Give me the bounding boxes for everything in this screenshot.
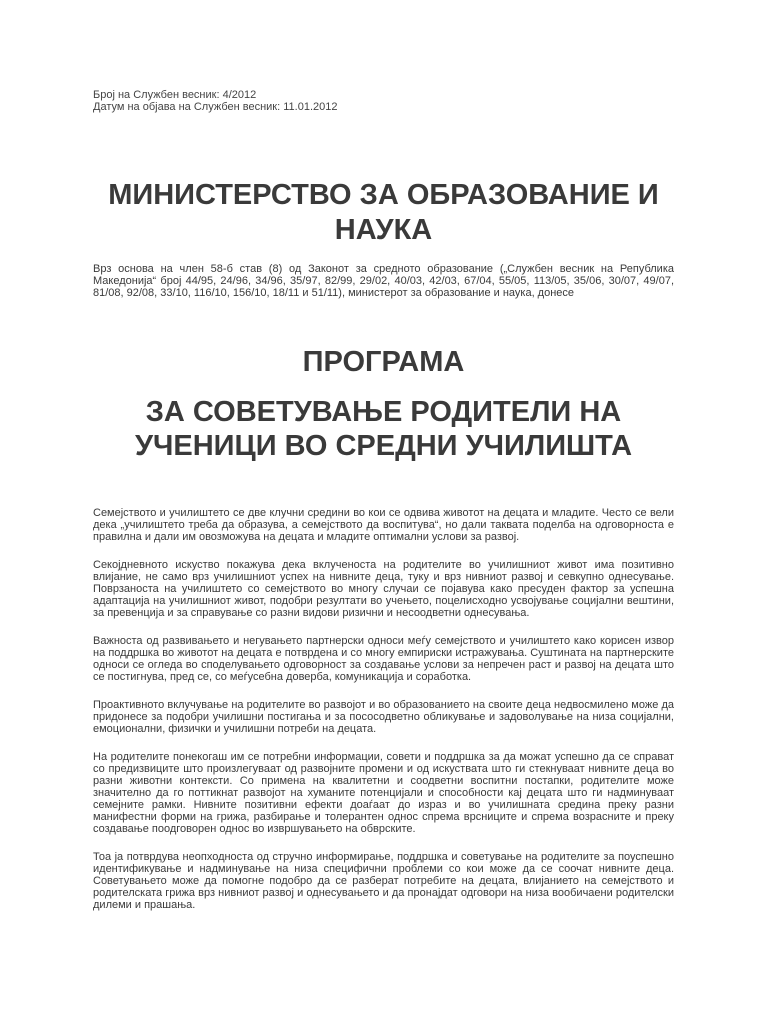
paragraph: Важноста од развивањето и негувањето партнерски односи меѓу семејството и училиштето како корисен извор на поддршка во животот на децата е потврдена и со многу емпириски истражувања. Суштината на партнерските односи се огледа во споделувањето одговорност за создавање услови за непречен раст и развој на децата што се постигнува, пред се, со меѓусебна доверба, комуникација и соработка.	[93, 635, 674, 683]
body-text	[93, 507, 674, 927]
publish-date: Датум на објава на Службен весник: 11.01.2012	[93, 101, 338, 113]
paragraph: Проактивното вклучување на родителите во развојот и во образованието на своите деца недвосмилено може да придонесе за подобри училишни постигања и за пососодветно обликување и задоволување на низа социјални, емоционални, физички и училишни потреби на децата.	[93, 699, 674, 735]
issue-number: Број на Службен весник: 4/2012	[93, 89, 257, 101]
ministry-title: МИНИСТЕРСТВО ЗА ОБРАЗОВАНИЕ И НАУКА	[108, 179, 659, 246]
legal-basis-text: Врз основа на член 58-б став (8) од Законот за средното образование („Службен весник на Република Македонија“ број 44/95, 24/96, 34/96, 35/97, 82/99, 29/02, 40/03, 42/03, 67/04, 55/05, 113/05, 35/06, 30/07, 49/07, 81/08, 92/08, 33/10, 116/10, 156/10, 18/11 и 51/11), министерот за образование и наука, донесе	[93, 263, 674, 299]
paragraph: Семејството и училиштето се две клучни средини во кои се одвива животот на децата и младите. Често се вели дека „училиштето треба да образува, а семејството да воспитува“, но дали таквата поделба на одговорноста е правилна и дали им овозможува на децата и младите оптимални услови за развој.	[93, 507, 674, 543]
paragraph: Тоа ја потврдува неопходноста од стручно информирање, поддршка и советување на родителите за поуспешно идентификување и надминување на низа специфични проблеми со кои може да се соочат нивните деца. Советувањето може да помогне подобро да се разберат потребите на децата, влијанието на семејството и родителската грижа врз нивниот развој и однесувањето и да пронајдат одговори на низа вообичаени родителски дилеми и прашања.	[93, 851, 674, 911]
paragraph: На родителите понекогаш им се потребни информации, совети и поддршка за да можат успешно да се справат со предизвиците што произлегуваат од развојните промени и од искуствата што ги стекнуваат нивните деца во разни животни контексти. Со примена на квалитетни и соодветни воспитни постапки, родителите може значително да го поттикнат развојот на хуманите потенцијали и способности кај децата што ги надминуваат семејните рамки. Нивните позитивни ефекти доаѓаат до израз и во училишната средина преку разни манифестни форми на грижа, разбирање и толерантен однос спрема врсниците и спрема возрасните и преку создавање поодговорен однос во извршувањето на обврските.	[93, 751, 674, 835]
paragraph: Секојдневното искуство покажува дека вклученоста на родителите во училишниот живот има позитивно влијание, не само врз училишниот успех на нивните деца, туку и врз нивниот развој и севкупно однесување. Поврзаноста на училиштето со семејството во многу случаи се појавува како пресуден фактор за успешна адаптација на училишниот живот, подобри резултати во учењето, поцелисходно усвојување социјални вештини, за превенција и за справување со разни видови ризични и несоодветни однесувања.	[93, 559, 674, 619]
publication-meta	[93, 89, 337, 113]
program-title: ПРОГРАМА	[302, 346, 465, 378]
program-subtitle: ЗА СОВЕТУВАЊЕ РОДИТЕЛИ НА УЧЕНИЦИ ВО СРЕДНИ УЧИЛИШТА	[134, 396, 633, 462]
